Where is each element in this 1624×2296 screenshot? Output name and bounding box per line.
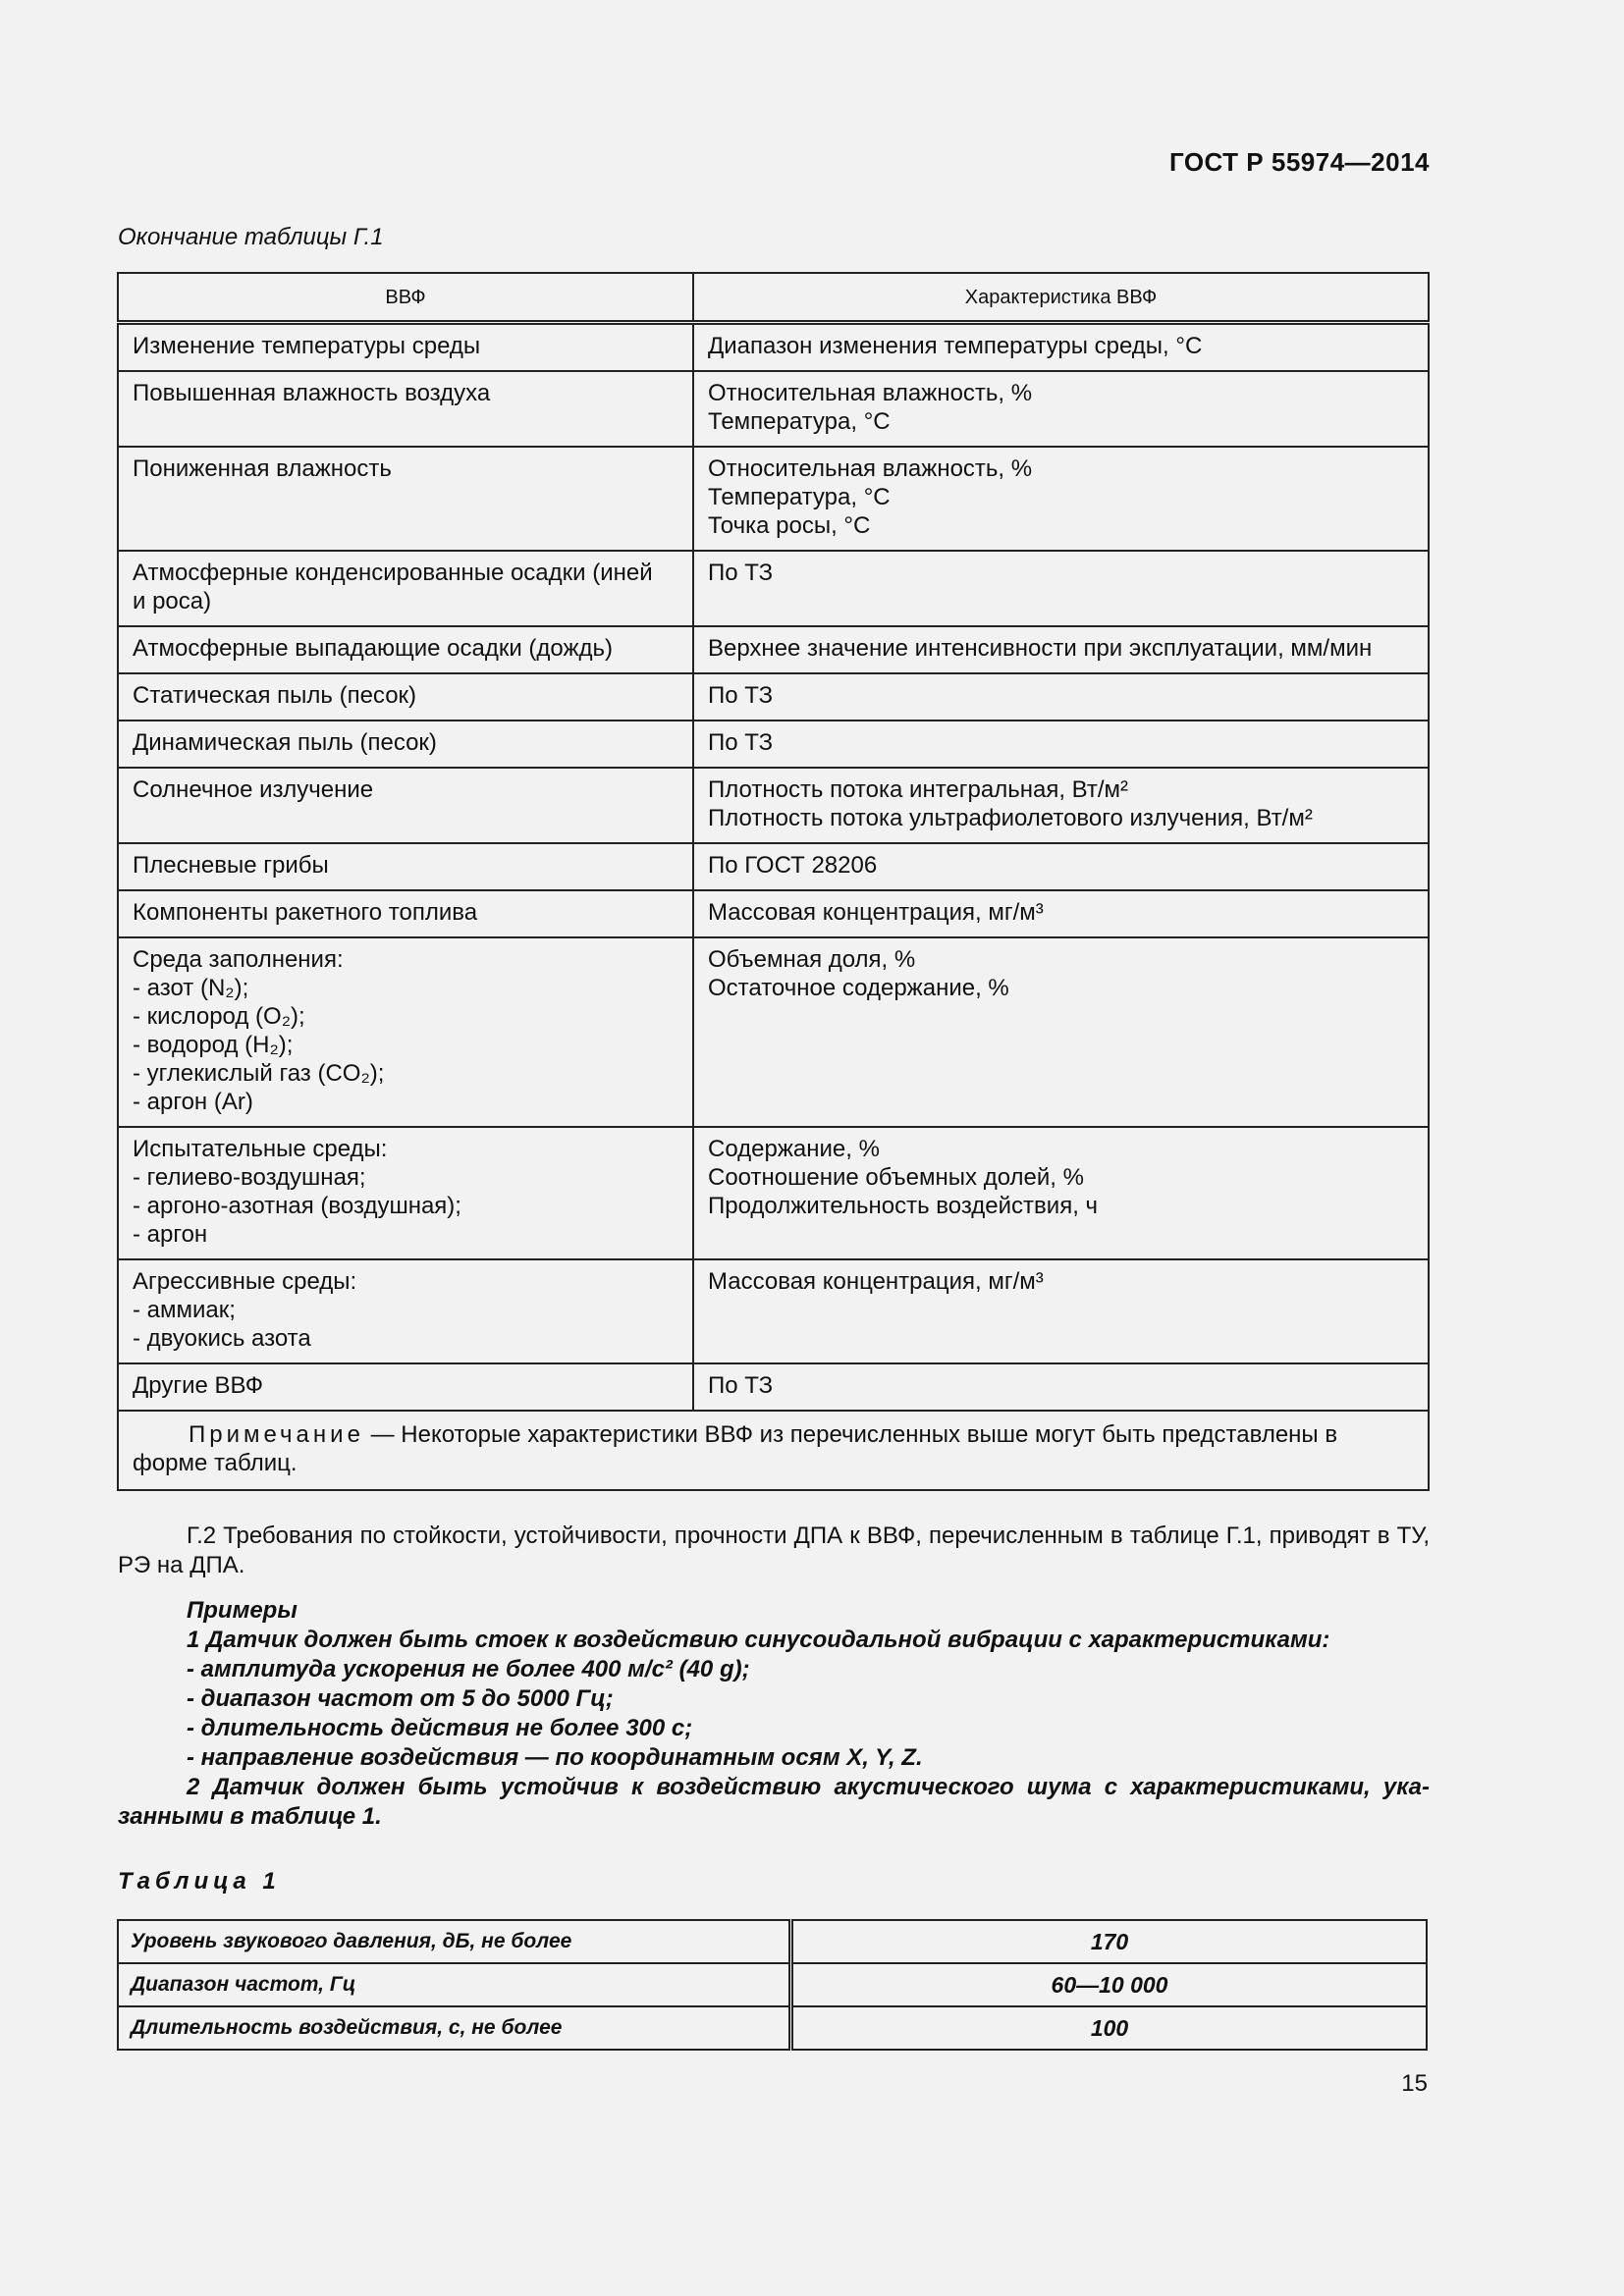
table-row bbox=[118, 323, 1429, 372]
table1-title: Таблица 1 bbox=[118, 1868, 281, 1895]
cell-line: Объемная доля, % bbox=[708, 946, 916, 973]
table-g1 bbox=[117, 272, 1430, 1491]
table-1 bbox=[117, 1919, 1428, 2051]
characteristic-cell bbox=[693, 673, 1429, 721]
example-line-text: - диапазон частот от 5 до 5000 Гц; bbox=[187, 1685, 614, 1712]
table-row bbox=[118, 1259, 1429, 1363]
vvf-cell bbox=[118, 768, 693, 843]
characteristic-cell bbox=[693, 1363, 1429, 1411]
characteristic-cell bbox=[693, 371, 1429, 447]
cell-line: - водород (H₂); bbox=[133, 1032, 294, 1058]
cell-line: По ГОСТ 28206 bbox=[708, 852, 878, 879]
example-line bbox=[118, 1626, 1430, 1655]
table1-label: Уровень звукового давления, дБ, не более bbox=[118, 1920, 791, 1963]
cell-line: Атмосферные конденсированные осадки (иней bbox=[133, 560, 653, 586]
note-text: — Некоторые характеристики ВВФ из перечисленных выше могут быть представлены в форме таблиц. bbox=[133, 1421, 1338, 1476]
note-label: Примечание bbox=[189, 1421, 364, 1448]
paragraph-g2-text: Г.2 Требования по стойкости, устойчивости, прочности ДПА к ВВФ, перечисленным в таблице Г.1, приводят в ТУ, РЭ на ДПА. bbox=[118, 1522, 1430, 1578]
examples-lines bbox=[118, 1626, 1430, 1773]
characteristic-cell bbox=[693, 1127, 1429, 1259]
table-row bbox=[118, 1363, 1429, 1411]
table1-value: 170 bbox=[791, 1920, 1428, 1963]
cell-line: Атмосферные выпадающие осадки (дождь) bbox=[133, 635, 614, 662]
table1-row bbox=[118, 1920, 1427, 1963]
cell-line: - аргон bbox=[133, 1221, 208, 1248]
cell-line: Точка росы, °С bbox=[708, 512, 871, 539]
cell-line: Верхнее значение интенсивности при эксплуатации, мм/мин bbox=[708, 635, 1373, 662]
cell-line: Повышенная влажность воздуха bbox=[133, 380, 491, 406]
example-line-text: 1 Датчик должен быть стоек к воздействию синусоидальной вибрации с характеристиками: bbox=[187, 1627, 1330, 1653]
examples-block bbox=[118, 1596, 1430, 1832]
table-header-row bbox=[118, 273, 1429, 323]
example-line-text: - амплитуда ускорения не более 400 м/с² (40 g); bbox=[187, 1656, 750, 1682]
table1-body bbox=[118, 1920, 1427, 2050]
cell-line: - азот (N₂); bbox=[133, 975, 249, 1001]
standard-code: ГОСТ Р 55974—2014 bbox=[1168, 147, 1430, 177]
cell-line: Относительная влажность, % bbox=[708, 455, 1033, 482]
cell-line: По ТЗ bbox=[708, 1372, 774, 1399]
table1-label: Диапазон частот, Гц bbox=[118, 1963, 791, 2006]
vvf-cell bbox=[118, 673, 693, 721]
cell-line: Среда заполнения: bbox=[133, 946, 344, 973]
table1-row bbox=[118, 1963, 1427, 2006]
table-row bbox=[118, 371, 1429, 447]
characteristic-cell bbox=[693, 1259, 1429, 1363]
table-row bbox=[118, 890, 1429, 937]
examples-title-text: Примеры bbox=[187, 1597, 298, 1624]
vvf-cell bbox=[118, 937, 693, 1127]
table-body bbox=[118, 323, 1429, 1412]
table-row bbox=[118, 551, 1429, 626]
vvf-cell bbox=[118, 721, 693, 768]
cell-line: Температура, °С bbox=[708, 484, 891, 510]
table-row bbox=[118, 937, 1429, 1127]
vvf-cell bbox=[118, 371, 693, 447]
cell-line: Остаточное содержание, % bbox=[708, 975, 1009, 1001]
example-line bbox=[118, 1743, 1430, 1773]
paragraph-g2 bbox=[118, 1522, 1430, 1580]
cell-line: - аргоно-азотная (воздушная); bbox=[133, 1193, 461, 1219]
table-row bbox=[118, 626, 1429, 673]
table-row bbox=[118, 673, 1429, 721]
cell-line: Продолжительность воздействия, ч bbox=[708, 1193, 1099, 1219]
cell-line: Плотность потока ультрафиолетового излучения, Вт/м² bbox=[708, 805, 1313, 831]
table-row bbox=[118, 447, 1429, 551]
cell-line: Солнечное излучение bbox=[133, 776, 374, 803]
table-row bbox=[118, 768, 1429, 843]
cell-line: По ТЗ bbox=[708, 682, 774, 709]
vvf-cell bbox=[118, 1127, 693, 1259]
column-header-characteristic: Характеристика ВВФ bbox=[693, 273, 1429, 323]
cell-line: - кислород (O₂); bbox=[133, 1003, 305, 1030]
cell-line: Агрессивные среды: bbox=[133, 1268, 357, 1295]
cell-line: Испытательные среды: bbox=[133, 1136, 388, 1162]
cell-line: - аммиак; bbox=[133, 1297, 236, 1323]
cell-line: - углекислый газ (CO₂); bbox=[133, 1060, 385, 1087]
cell-line: Массовая концентрация, мг/м³ bbox=[708, 1268, 1044, 1295]
vvf-cell bbox=[118, 626, 693, 673]
vvf-cell bbox=[118, 1363, 693, 1411]
column-header-vvf: ВВФ bbox=[118, 273, 693, 323]
cell-line: Относительная влажность, % bbox=[708, 380, 1033, 406]
example-2 bbox=[118, 1773, 1430, 1832]
page-number: 15 bbox=[1401, 2070, 1428, 2097]
cell-line: Соотношение объемных долей, % bbox=[708, 1164, 1084, 1191]
vvf-cell bbox=[118, 843, 693, 890]
table1-value: 100 bbox=[791, 2006, 1428, 2050]
cell-line: Содержание, % bbox=[708, 1136, 880, 1162]
characteristic-cell bbox=[693, 323, 1429, 372]
table1-row bbox=[118, 2006, 1427, 2050]
table-row bbox=[118, 843, 1429, 890]
table-row bbox=[118, 1127, 1429, 1259]
example-line bbox=[118, 1655, 1430, 1684]
cell-line: Температура, °С bbox=[708, 408, 891, 435]
vvf-cell bbox=[118, 323, 693, 372]
table-caption: Окончание таблицы Г.1 bbox=[118, 224, 384, 250]
cell-line: Изменение температуры среды bbox=[133, 333, 481, 359]
example-line bbox=[118, 1714, 1430, 1743]
cell-line: - гелиево-воздушная; bbox=[133, 1164, 366, 1191]
cell-line: Динамическая пыль (песок) bbox=[133, 729, 437, 756]
table1-label: Длительность воздействия, с, не более bbox=[118, 2006, 791, 2050]
characteristic-cell bbox=[693, 768, 1429, 843]
example-2-text: 2 Датчик должен быть устойчив к воздействию акустического шума с характеристиками, ука-занными в таблице 1. bbox=[118, 1774, 1430, 1830]
cell-line: Плотность потока интегральная, Вт/м² bbox=[708, 776, 1129, 803]
table-row bbox=[118, 721, 1429, 768]
table-note bbox=[118, 1411, 1429, 1490]
cell-line: По ТЗ bbox=[708, 560, 774, 586]
example-line-text: - направление воздействия — по координатным осям X, Y, Z. bbox=[187, 1744, 923, 1771]
example-line bbox=[118, 1684, 1430, 1714]
cell-line: Массовая концентрация, мг/м³ bbox=[708, 899, 1044, 926]
cell-line: Пониженная влажность bbox=[133, 455, 392, 482]
cell-line: Диапазон изменения температуры среды, °С bbox=[708, 333, 1203, 359]
table1-value: 60—10 000 bbox=[791, 1963, 1428, 2006]
characteristic-cell bbox=[693, 937, 1429, 1127]
cell-line: Другие ВВФ bbox=[133, 1372, 263, 1399]
example-line-text: - длительность действия не более 300 с; bbox=[187, 1715, 693, 1741]
cell-line: - двуокись азота bbox=[133, 1325, 311, 1352]
cell-line: Плесневые грибы bbox=[133, 852, 329, 879]
characteristic-cell bbox=[693, 626, 1429, 673]
vvf-cell bbox=[118, 1259, 693, 1363]
vvf-cell bbox=[118, 890, 693, 937]
characteristic-cell bbox=[693, 843, 1429, 890]
vvf-cell bbox=[118, 447, 693, 551]
cell-line: - аргон (Ar) bbox=[133, 1089, 253, 1115]
cell-line: Статическая пыль (песок) bbox=[133, 682, 417, 709]
note-row bbox=[118, 1411, 1429, 1490]
cell-line: и роса) bbox=[133, 588, 212, 614]
characteristic-cell bbox=[693, 551, 1429, 626]
characteristic-cell bbox=[693, 890, 1429, 937]
vvf-cell bbox=[118, 551, 693, 626]
characteristic-cell bbox=[693, 447, 1429, 551]
cell-line: Компоненты ракетного топлива bbox=[133, 899, 478, 926]
examples-title bbox=[118, 1596, 1430, 1626]
cell-line: По ТЗ bbox=[708, 729, 774, 756]
characteristic-cell bbox=[693, 721, 1429, 768]
